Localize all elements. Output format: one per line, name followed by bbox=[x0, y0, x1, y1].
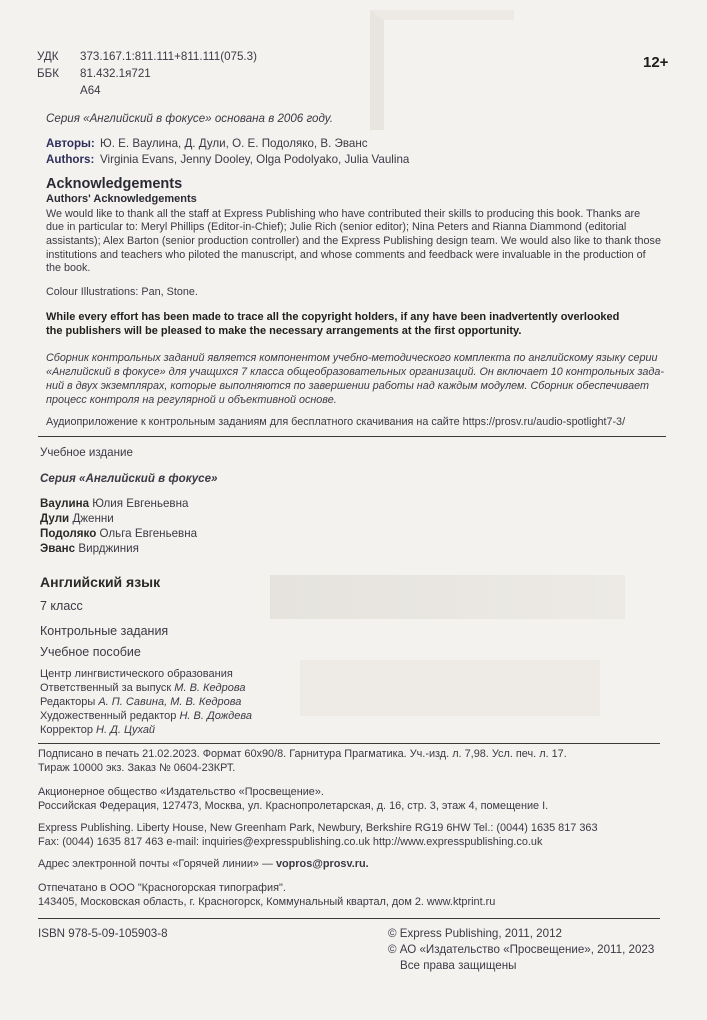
acknowledgements-subtitle: Authors' Acknowledgements bbox=[46, 193, 197, 205]
credit-role: Художественный редактор bbox=[40, 710, 177, 722]
author-surname: Эванс bbox=[40, 542, 76, 555]
hotline-label: Адрес электронной почты «Горячей линии» — bbox=[38, 858, 273, 870]
ack-line: institutions and teachers who piloted the manuscript, and whose comments and feedback were invaluable in the production of bbox=[46, 249, 646, 261]
edition-type: Учебное издание bbox=[40, 446, 133, 459]
author-entry bbox=[40, 527, 197, 541]
author-name: Ольга Евгеньевна bbox=[99, 527, 198, 540]
authors-en-label: Authors: bbox=[46, 153, 95, 166]
authors-ru-names: Ю. Е. Ваулина, Д. Дули, О. Е. Подоляко, В. Эванс bbox=[100, 137, 368, 150]
ack-line: due in particular to: Meryl Phillips (Editor-in-Chief); Julie Rich (senior editor); Nina Peters and Rianna Diammond (editorial bbox=[46, 221, 627, 233]
hotline-line bbox=[38, 858, 369, 872]
printer-line: 143405, Московская область, г. Красногорск, Коммунальный квартал, дом 2. www.ktprint.ru bbox=[38, 896, 496, 908]
credit-role: Центр лингвистического образования bbox=[40, 668, 233, 680]
author-name: Вирджиния bbox=[78, 542, 139, 555]
audio-note: Аудиоприложение к контрольным заданиям для бесплатного скачивания на сайте https://prosv.ru/audio-spotlight7-3/ bbox=[46, 416, 626, 428]
series-note: Серия «Английский в фокусе» основана в 2006 году. bbox=[46, 112, 334, 125]
bbk-label: ББК bbox=[37, 67, 59, 80]
author-name: Юлия Евгеньевна bbox=[92, 497, 189, 510]
credit-line bbox=[40, 682, 245, 696]
credit-person: Н. Д. Цухай bbox=[96, 724, 156, 736]
annotation-line: ний в двух экземплярах, которые выполняются по завершении работы над каждым модулем. Сборник обеспечивает bbox=[46, 380, 649, 392]
edition-series: Серия «Английский в фокусе» bbox=[40, 472, 218, 485]
ghost-bleed-band bbox=[270, 575, 625, 619]
credit-line bbox=[40, 696, 241, 710]
isbn: ISBN 978-5-09-105903-8 bbox=[38, 927, 168, 940]
copyright-line: © АО «Издательство «Просвещение», 2011, 2023 bbox=[388, 943, 655, 956]
author-name: Дженни bbox=[72, 512, 114, 525]
credit-person: М. В. Кедрова bbox=[174, 682, 246, 694]
udk-value: 373.167.1:811.111+811.111(075.3) bbox=[80, 50, 257, 63]
udk-label: УДК bbox=[37, 50, 59, 63]
subject-title: Английский язык bbox=[40, 574, 161, 590]
hotline-email: vopros@prosv.ru. bbox=[275, 858, 369, 870]
catalog-code: А64 bbox=[80, 84, 101, 97]
divider bbox=[38, 436, 666, 437]
divider bbox=[38, 918, 660, 919]
express-line: Express Publishing. Liberty House, New Greenham Park, Newbury, Berkshire RG19 6HW Tel.: (0044) 1635 817 363 bbox=[38, 822, 598, 834]
copyright-line: Все права защищены bbox=[400, 959, 517, 972]
credit-role: Ответственный за выпуск bbox=[40, 682, 172, 694]
colour-illustrations: Colour Illustrations: Pan, Stone. bbox=[46, 286, 198, 298]
age-rating-badge: 12+ bbox=[643, 54, 669, 71]
author-surname: Дули bbox=[40, 512, 70, 525]
edition-kind: Контрольные задания bbox=[40, 624, 169, 638]
copyright-notice-line: the publishers will be pleased to make the necessary arrangements at the first opportunity. bbox=[46, 325, 522, 337]
copyright-line: © Express Publishing, 2011, 2012 bbox=[388, 927, 562, 940]
credit-line bbox=[40, 668, 233, 682]
author-entry bbox=[40, 542, 139, 556]
annotation-line: «Английский в фокусе» для учащихся 7 класса общеобразовательных организаций. Он включает 10 контрольных зада- bbox=[46, 366, 664, 378]
credit-role: Корректор bbox=[40, 724, 93, 736]
credit-role: Редакторы bbox=[40, 696, 96, 708]
ack-line: We would like to thank all the staff at Express Publishing who have contributed their skills to producing this book. Thanks are bbox=[46, 208, 641, 220]
ack-line: the book. bbox=[46, 262, 91, 274]
publisher-line: Российская Федерация, 127473, Москва, ул. Краснопролетарская, д. 16, стр. 3, этаж 4, помещение I. bbox=[38, 800, 549, 812]
ghost-bleed-band-2 bbox=[300, 660, 600, 716]
print-info-line: Подписано в печать 21.02.2023. Формат 60х90/8. Гарнитура Прагматика. Уч.-изд. л. 7,98. Усл. печ. л. 17. bbox=[38, 748, 567, 760]
print-info-line: Тираж 10000 экз. Заказ № 0604-23КРТ. bbox=[38, 762, 236, 774]
credit-line bbox=[40, 710, 252, 724]
annotation-line: Сборник контрольных заданий является компонентом учебно-методического комплекта по английскому языку серии bbox=[46, 352, 658, 364]
author-surname: Подоляко bbox=[40, 527, 97, 540]
printer-line: Отпечатано в ООО "Красногорская типография". bbox=[38, 882, 286, 894]
divider bbox=[38, 743, 660, 744]
bbk-value: 81.432.1я721 bbox=[80, 67, 151, 80]
acknowledgements-title: Acknowledgements bbox=[46, 176, 183, 192]
authors-en-names: Virginia Evans, Jenny Dooley, Olga Podolyako, Julia Vaulina bbox=[100, 153, 410, 166]
author-surname: Ваулина bbox=[40, 497, 90, 510]
express-line: Fax: (0044) 1635 817 463 e-mail: inquiries@expresspublishing.co.uk http://www.expresspublishing.co.uk bbox=[38, 836, 543, 848]
copyright-notice-line: While every effort has been made to trace all the copyright holders, if any have been inadvertently overlooked bbox=[46, 311, 620, 323]
publisher-line: Акционерное общество «Издательство «Просвещение». bbox=[38, 786, 324, 798]
author-entry bbox=[40, 497, 188, 511]
author-entry bbox=[40, 512, 114, 526]
credit-person: А. П. Савина, М. В. Кедрова bbox=[98, 696, 242, 708]
grade: 7 класс bbox=[40, 599, 83, 613]
credit-line bbox=[40, 724, 155, 738]
ack-line: assistants); Alex Barton (senior production controller) and the Express Publishing design team. We would also like to thank those bbox=[46, 235, 661, 247]
edition-manual: Учебное пособие bbox=[40, 645, 141, 659]
credit-person: Н. В. Дождева bbox=[179, 710, 252, 722]
annotation-line: процесс контроля на регулярной и объективной основе. bbox=[46, 394, 337, 406]
authors-ru-label: Авторы: bbox=[46, 137, 95, 150]
ghost-bleed-block bbox=[370, 10, 514, 130]
